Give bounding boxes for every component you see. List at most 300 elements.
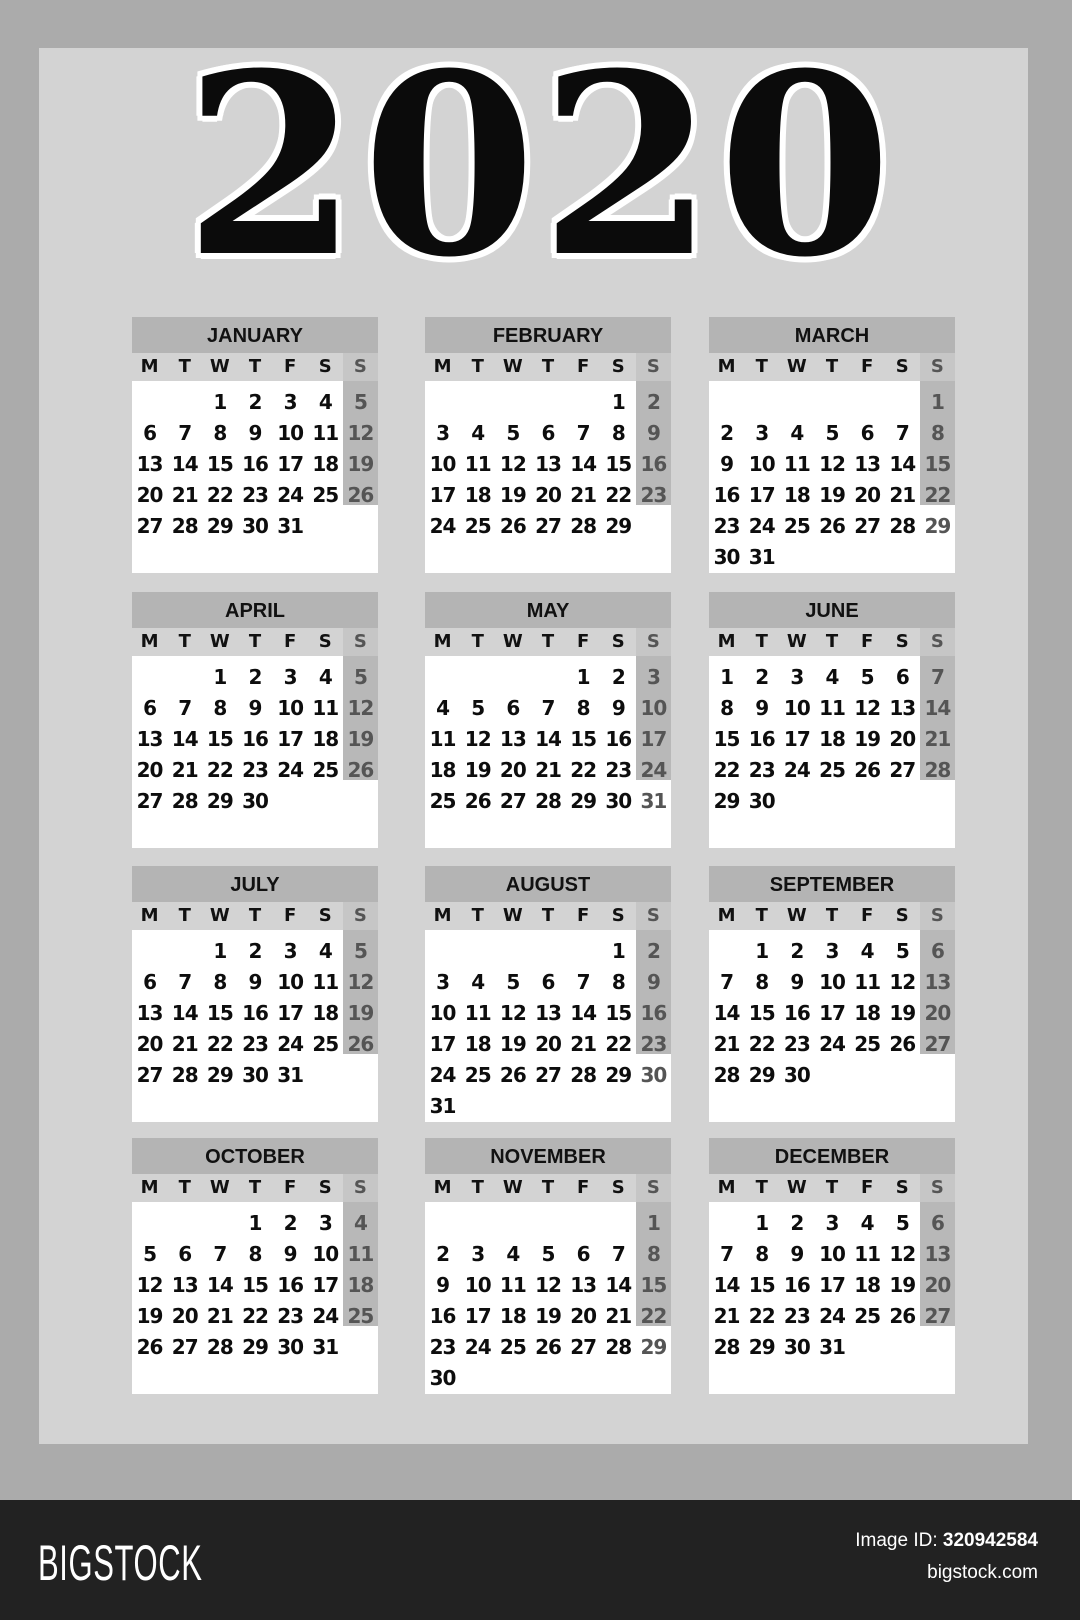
- weekday-label: F: [283, 905, 297, 926]
- day-cell: 12: [464, 727, 491, 751]
- day-cell: 12: [819, 452, 845, 476]
- day-cell: 5: [541, 1242, 555, 1266]
- day-cell: 11: [347, 1242, 374, 1266]
- day-cell: 16: [748, 727, 775, 751]
- weekday-label: M: [717, 356, 736, 377]
- day-cell: 1: [213, 939, 227, 963]
- day-cell: 5: [143, 1242, 157, 1266]
- empty-cell: [132, 936, 167, 967]
- day-cell: 24: [277, 1032, 304, 1056]
- day-cell: 31: [277, 514, 304, 538]
- weekday-label: T: [178, 631, 191, 652]
- day-cell: 20: [535, 483, 561, 507]
- day-cell: 24: [312, 1304, 339, 1328]
- day-cell: 30: [783, 1335, 810, 1359]
- day-cell: 10: [819, 1242, 845, 1266]
- day-cell: 17: [464, 1304, 491, 1328]
- day-cell: 19: [347, 452, 374, 476]
- days-grid: [132, 930, 378, 1091]
- day-cell: 9: [611, 696, 625, 720]
- weekday-label: F: [860, 905, 874, 926]
- day-cell: 26: [347, 758, 374, 782]
- bigstock-logo: BIGSTOCK: [38, 1535, 203, 1591]
- day-cell: 5: [353, 665, 367, 689]
- day-cell: 26: [819, 514, 845, 538]
- empty-cell: [530, 662, 565, 693]
- days-grid: [709, 656, 955, 817]
- days-grid: [425, 930, 671, 1122]
- day-cell: 28: [570, 514, 597, 538]
- empty-cell: [132, 1208, 167, 1239]
- day-cell: 25: [464, 1063, 491, 1087]
- day-cell: 25: [312, 1032, 339, 1056]
- weekday-label: S: [895, 905, 909, 926]
- day-cell: 29: [206, 514, 233, 538]
- day-cell: 18: [783, 483, 810, 507]
- weekday-label: T: [755, 631, 768, 652]
- day-cell: 27: [854, 514, 881, 538]
- day-cell: 15: [748, 1273, 775, 1297]
- weekday-label: S: [611, 356, 625, 377]
- empty-cell: [132, 662, 167, 693]
- day-cell: 26: [464, 789, 491, 813]
- weekday-label: M: [140, 905, 159, 926]
- weekday-row: [425, 1174, 671, 1202]
- day-cell: 28: [535, 789, 561, 813]
- day-cell: 2: [790, 1211, 804, 1235]
- day-cell: 30: [429, 1366, 456, 1390]
- weekday-row: [425, 902, 671, 930]
- weekday-row: [709, 353, 955, 381]
- day-cell: 9: [283, 1242, 297, 1266]
- day-cell: 22: [570, 758, 597, 782]
- day-cell: 19: [499, 483, 526, 507]
- day-cell: 5: [506, 421, 520, 445]
- weekday-label: T: [248, 905, 262, 926]
- day-cell: 17: [277, 452, 304, 476]
- day-cell: 14: [605, 1273, 632, 1297]
- month-body: [709, 353, 955, 573]
- weekday-label: W: [502, 631, 523, 652]
- weekday-label: T: [471, 631, 484, 652]
- day-cell: 5: [825, 421, 839, 445]
- day-cell: 2: [248, 665, 262, 689]
- day-cell: 12: [347, 970, 374, 994]
- day-cell: 1: [576, 665, 590, 689]
- weekday-row: [709, 628, 955, 656]
- weekday-label: T: [541, 905, 555, 926]
- weekday-label: F: [860, 631, 874, 652]
- day-cell: 20: [889, 727, 916, 751]
- weekday-row: [132, 902, 378, 930]
- day-cell: 22: [206, 1032, 233, 1056]
- day-cell: 11: [312, 421, 339, 445]
- month-body: [425, 353, 671, 573]
- weekday-label: F: [860, 356, 874, 377]
- day-cell: 8: [720, 696, 734, 720]
- day-cell: 22: [748, 1304, 775, 1328]
- day-cell: 31: [640, 789, 667, 813]
- weekday-label: W: [502, 1177, 523, 1198]
- day-cell: 29: [924, 514, 951, 538]
- day-cell: 16: [242, 1001, 268, 1025]
- day-cell: 22: [206, 758, 233, 782]
- day-cell: 31: [312, 1335, 339, 1359]
- day-cell: 18: [854, 1001, 881, 1025]
- day-cell: 28: [171, 1063, 198, 1087]
- empty-cell: [530, 936, 565, 967]
- day-cell: 27: [889, 758, 916, 782]
- day-cell: 10: [640, 696, 667, 720]
- day-cell: 29: [748, 1063, 775, 1087]
- day-cell: 20: [570, 1304, 597, 1328]
- day-cell: 28: [206, 1335, 233, 1359]
- empty-cell: [566, 1208, 601, 1239]
- day-cell: 1: [930, 390, 944, 414]
- day-cell: 10: [819, 970, 845, 994]
- day-cell: 24: [819, 1032, 845, 1056]
- day-cell: 10: [277, 970, 304, 994]
- day-cell: 3: [283, 939, 297, 963]
- weekday-label: T: [755, 356, 768, 377]
- day-cell: 2: [611, 665, 625, 689]
- empty-cell: [167, 1208, 202, 1239]
- day-cell: 29: [605, 1063, 632, 1087]
- weekday-label: S: [895, 631, 909, 652]
- day-cell: 25: [854, 1032, 881, 1056]
- day-cell: 22: [640, 1304, 667, 1328]
- day-cell: 19: [854, 727, 881, 751]
- day-cell: 3: [283, 390, 297, 414]
- day-cell: 26: [347, 1032, 374, 1056]
- month-june: [709, 592, 955, 848]
- day-cell: 11: [312, 970, 339, 994]
- day-cell: 8: [611, 421, 625, 445]
- day-cell: 15: [924, 452, 951, 476]
- day-cell: 29: [713, 789, 740, 813]
- weekday-label: S: [920, 1174, 955, 1202]
- day-cell: 9: [790, 1242, 804, 1266]
- weekday-label: M: [140, 631, 159, 652]
- day-cell: 9: [646, 421, 660, 445]
- day-cell: 17: [277, 727, 304, 751]
- day-cell: 4: [353, 1211, 367, 1235]
- day-cell: 6: [930, 939, 944, 963]
- month-name: MAY: [425, 592, 671, 628]
- day-cell: 20: [171, 1304, 198, 1328]
- weekday-label: T: [755, 905, 768, 926]
- day-cell: 5: [895, 939, 909, 963]
- day-cell: 24: [429, 1063, 456, 1087]
- month-body: [709, 1174, 955, 1394]
- day-cell: 30: [783, 1063, 810, 1087]
- day-cell: 12: [889, 1242, 916, 1266]
- day-cell: 23: [713, 514, 740, 538]
- month-january: [132, 317, 378, 573]
- day-cell: 8: [755, 1242, 769, 1266]
- day-cell: 17: [429, 1032, 456, 1056]
- weekday-label: W: [786, 1177, 807, 1198]
- day-cell: 3: [755, 421, 769, 445]
- weekday-label: M: [140, 356, 159, 377]
- day-cell: 13: [136, 452, 163, 476]
- weekday-label: S: [611, 1177, 625, 1198]
- month-body: [132, 628, 378, 848]
- day-cell: 29: [570, 789, 597, 813]
- weekday-label: M: [140, 1177, 159, 1198]
- empty-cell: [460, 662, 495, 693]
- weekday-label: T: [825, 356, 839, 377]
- weekday-label: T: [825, 905, 839, 926]
- day-cell: 7: [576, 421, 590, 445]
- day-cell: 26: [347, 483, 374, 507]
- day-cell: 15: [640, 1273, 667, 1297]
- weekday-label: F: [576, 905, 590, 926]
- day-cell: 19: [535, 1304, 561, 1328]
- day-cell: 21: [889, 483, 916, 507]
- day-cell: 22: [924, 483, 951, 507]
- month-name: AUGUST: [425, 866, 671, 902]
- empty-cell: [495, 936, 530, 967]
- empty-cell: [709, 936, 744, 967]
- weekday-row: [132, 1174, 378, 1202]
- day-cell: 5: [506, 970, 520, 994]
- day-cell: 2: [646, 939, 660, 963]
- day-cell: 23: [605, 758, 632, 782]
- weekday-label: T: [178, 1177, 191, 1198]
- day-cell: 9: [646, 970, 660, 994]
- day-cell: 18: [499, 1304, 526, 1328]
- day-cell: 15: [605, 452, 632, 476]
- day-cell: 9: [790, 970, 804, 994]
- day-cell: 5: [895, 1211, 909, 1235]
- day-cell: 1: [213, 665, 227, 689]
- day-cell: 26: [854, 758, 881, 782]
- day-cell: 8: [213, 970, 227, 994]
- weekday-label: T: [541, 356, 555, 377]
- day-cell: 17: [429, 483, 456, 507]
- month-september: [709, 866, 955, 1122]
- weekday-label: W: [786, 905, 807, 926]
- day-cell: 19: [889, 1001, 916, 1025]
- day-cell: 16: [640, 452, 667, 476]
- day-cell: 21: [605, 1304, 632, 1328]
- day-cell: 22: [242, 1304, 268, 1328]
- day-cell: 3: [318, 1211, 332, 1235]
- day-cell: 4: [825, 665, 839, 689]
- weekday-label: S: [636, 902, 671, 930]
- day-cell: 12: [499, 452, 526, 476]
- day-cell: 17: [640, 727, 667, 751]
- day-cell: 13: [171, 1273, 198, 1297]
- day-cell: 20: [499, 758, 526, 782]
- day-cell: 1: [646, 1211, 660, 1235]
- day-cell: 18: [464, 1032, 491, 1056]
- day-cell: 2: [790, 939, 804, 963]
- day-cell: 18: [347, 1273, 374, 1297]
- day-cell: 25: [312, 758, 339, 782]
- day-cell: 31: [429, 1094, 456, 1118]
- weekday-label: W: [786, 356, 807, 377]
- day-cell: 30: [713, 545, 740, 569]
- weekday-label: W: [209, 1177, 230, 1198]
- day-cell: 23: [783, 1032, 810, 1056]
- day-cell: 14: [570, 1001, 597, 1025]
- weekday-label: F: [860, 1177, 874, 1198]
- day-cell: 23: [277, 1304, 304, 1328]
- weekday-label: S: [318, 631, 332, 652]
- day-cell: 13: [854, 452, 881, 476]
- weekday-label: W: [502, 356, 523, 377]
- day-cell: 5: [353, 390, 367, 414]
- day-cell: 26: [136, 1335, 163, 1359]
- day-cell: 14: [171, 727, 198, 751]
- days-grid: [709, 1202, 955, 1363]
- day-cell: 1: [755, 1211, 769, 1235]
- day-cell: 19: [347, 1001, 374, 1025]
- day-cell: 21: [171, 1032, 198, 1056]
- empty-cell: [202, 1208, 237, 1239]
- day-cell: 4: [471, 421, 485, 445]
- weekday-label: M: [717, 905, 736, 926]
- day-cell: 13: [889, 696, 916, 720]
- day-cell: 20: [924, 1273, 951, 1297]
- day-cell: 25: [464, 514, 491, 538]
- day-cell: 31: [748, 545, 775, 569]
- day-cell: 29: [605, 514, 632, 538]
- day-cell: 7: [178, 421, 192, 445]
- month-april: [132, 592, 378, 848]
- day-cell: 21: [171, 483, 198, 507]
- month-name: JULY: [132, 866, 378, 902]
- empty-cell: [601, 1208, 636, 1239]
- day-cell: 9: [436, 1273, 450, 1297]
- day-cell: 2: [283, 1211, 297, 1235]
- day-cell: 1: [213, 390, 227, 414]
- day-cell: 22: [748, 1032, 775, 1056]
- day-cell: 16: [640, 1001, 667, 1025]
- day-cell: 30: [640, 1063, 667, 1087]
- weekday-label: F: [283, 1177, 297, 1198]
- empty-cell: [425, 936, 460, 967]
- day-cell: 21: [570, 1032, 597, 1056]
- month-name: APRIL: [132, 592, 378, 628]
- day-cell: 20: [924, 1001, 951, 1025]
- day-cell: 15: [242, 1273, 268, 1297]
- month-may: [425, 592, 671, 848]
- weekday-label: S: [318, 1177, 332, 1198]
- day-cell: 20: [136, 758, 163, 782]
- day-cell: 25: [312, 483, 339, 507]
- day-cell: 3: [646, 665, 660, 689]
- day-cell: 28: [924, 758, 951, 782]
- day-cell: 17: [277, 1001, 304, 1025]
- day-cell: 21: [570, 483, 597, 507]
- day-cell: 3: [790, 665, 804, 689]
- day-cell: 14: [206, 1273, 233, 1297]
- empty-cell: [709, 1208, 744, 1239]
- day-cell: 21: [713, 1032, 740, 1056]
- day-cell: 18: [429, 758, 456, 782]
- weekday-label: M: [717, 1177, 736, 1198]
- empty-cell: [495, 662, 530, 693]
- day-cell: 16: [242, 452, 268, 476]
- day-cell: 3: [825, 939, 839, 963]
- weekday-label: S: [343, 353, 378, 381]
- day-cell: 11: [499, 1273, 526, 1297]
- day-cell: 4: [318, 390, 332, 414]
- month-body: [425, 1174, 671, 1394]
- weekday-label: M: [433, 356, 452, 377]
- day-cell: 11: [854, 1242, 881, 1266]
- day-cell: 3: [471, 1242, 485, 1266]
- weekday-label: W: [209, 631, 230, 652]
- day-cell: 25: [429, 789, 456, 813]
- day-cell: 8: [213, 421, 227, 445]
- day-cell: 15: [206, 727, 233, 751]
- day-cell: 13: [535, 452, 561, 476]
- day-cell: 9: [248, 970, 262, 994]
- day-cell: 30: [748, 789, 775, 813]
- day-cell: 25: [347, 1304, 374, 1328]
- day-cell: 28: [171, 789, 198, 813]
- day-cell: 24: [277, 758, 304, 782]
- day-cell: 26: [499, 514, 526, 538]
- weekday-label: W: [502, 905, 523, 926]
- month-february: [425, 317, 671, 573]
- day-cell: 11: [783, 452, 810, 476]
- weekday-row: [132, 628, 378, 656]
- day-cell: 11: [429, 727, 456, 751]
- weekday-row: [709, 902, 955, 930]
- day-cell: 17: [819, 1001, 845, 1025]
- weekday-label: S: [343, 628, 378, 656]
- day-cell: 30: [242, 514, 268, 538]
- month-name: SEPTEMBER: [709, 866, 955, 902]
- day-cell: 3: [825, 1211, 839, 1235]
- day-cell: 1: [611, 390, 625, 414]
- day-cell: 25: [854, 1304, 881, 1328]
- day-cell: 21: [171, 758, 198, 782]
- month-body: [425, 902, 671, 1122]
- day-cell: 4: [860, 939, 874, 963]
- month-body: [709, 628, 955, 848]
- day-cell: 13: [499, 727, 526, 751]
- day-cell: 12: [347, 696, 374, 720]
- days-grid: [709, 930, 955, 1091]
- empty-cell: [167, 936, 202, 967]
- day-cell: 14: [535, 727, 561, 751]
- day-cell: 19: [464, 758, 491, 782]
- day-cell: 2: [755, 665, 769, 689]
- day-cell: 29: [206, 1063, 233, 1087]
- day-cell: 24: [640, 758, 667, 782]
- empty-cell: [460, 936, 495, 967]
- weekday-label: S: [636, 353, 671, 381]
- day-cell: 18: [854, 1273, 881, 1297]
- month-name: JANUARY: [132, 317, 378, 353]
- weekday-label: T: [248, 631, 262, 652]
- weekday-label: S: [343, 1174, 378, 1202]
- weekday-label: T: [541, 631, 555, 652]
- weekday-label: S: [343, 902, 378, 930]
- day-cell: 27: [535, 514, 561, 538]
- day-cell: 27: [499, 789, 526, 813]
- day-cell: 26: [889, 1304, 916, 1328]
- day-cell: 24: [783, 758, 810, 782]
- day-cell: 2: [248, 390, 262, 414]
- day-cell: 28: [713, 1335, 740, 1359]
